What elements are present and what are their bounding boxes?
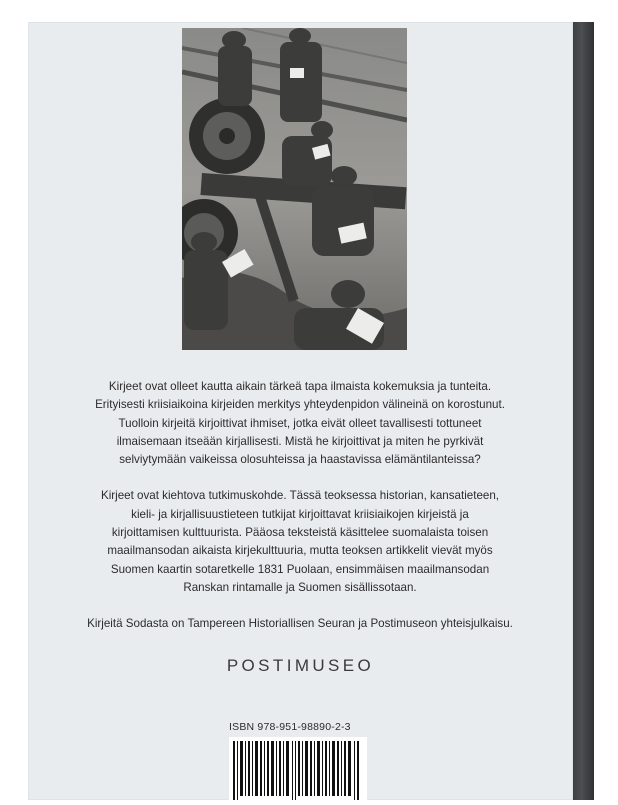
blurb-line: ilmaisemaan itseään kirjallisesti. Mistä he kirjoittivat ja miten he pyrkivät [116,434,484,448]
blurb-line: Suomen kaartin sotaretkelle 1831 Puolaan, ensimmäisen maailmansodan [110,562,490,576]
blurb-line: selviytymään vaikeissa olosuhteissa ja haastavissa elämäntilanteissa? [119,453,481,467]
soldiers-reading-letters-photo [182,28,407,350]
barcode [229,737,367,800]
blurb-paragraph-3 [68,615,532,633]
blurb-line: kieli- ja kirjallisuustieteen tutkijat kirjoittavat kriisiaikojen kirjeistä ja [131,507,469,521]
blurb-line: maailmansodan aikaista kirjekulttuuria, mutta teoksen artikkelit vievät myös [107,544,493,558]
blurb-line: Kirjeet ovat olleet kautta aikain tärkeä tapa ilmaista kokemuksia ja tunteita. [108,380,492,393]
blurb-line: Ranskan rintamalle ja Suomen sisällissotaan. [183,580,417,594]
book-spine [573,22,594,800]
blurb-paragraph-2 [68,487,532,597]
isbn-number: ISBN 978-951-98890-2-3 [229,721,351,733]
back-cover-blurb [68,378,532,652]
blurb-line: Kirjeitä Sodasta on Tampereen Historiallisen Seuran ja Postimuseon yhteisjulkaisu. [87,617,513,631]
blurb-paragraph-1 [68,378,532,469]
blurb-line: Tuolloin kirjeitä kirjoittivat ihmiset, jotka eivät olleet tavallisesti tottuneet [118,416,482,430]
book [28,22,594,800]
blurb-line: Erityisesti kriisiaikoina kirjeiden merkitys yhteydenpidon välineinä on korostunut. [95,398,505,412]
postimuseo-logo: POSTIMUSEO [226,656,375,675]
back-cover [28,22,573,800]
blurb-line: Kirjeet ovat kiehtova tutkimuskohde. Tässä teoksessa historian, kansatieteen, [100,489,500,503]
blurb-line: kirjoittamisen kulttuurista. Pääosa teksteistä käsittelee suomalaista toisen [111,526,489,540]
